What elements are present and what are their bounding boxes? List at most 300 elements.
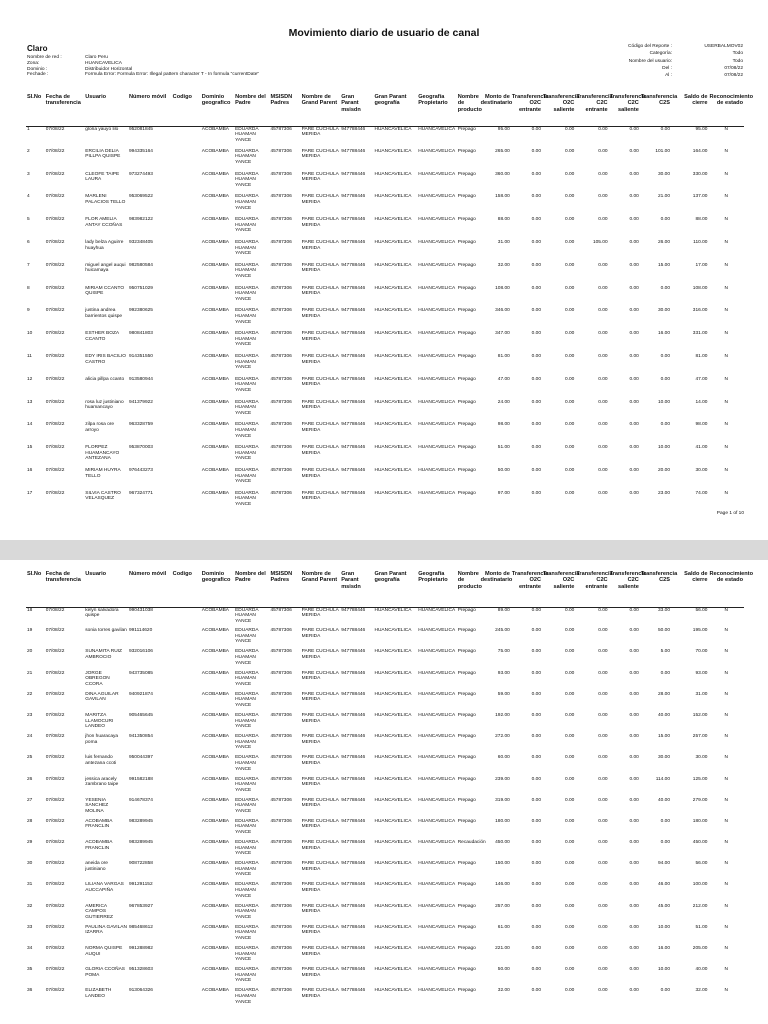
table-cell: HUANCAVELICA (418, 217, 456, 223)
table-cell: 07/08/22 (45, 422, 65, 428)
table-cell: 245.00 (495, 628, 510, 634)
table-cell: ACOBAMBA (201, 285, 229, 291)
table-cell: YESENIA SANCHEZ MOLINA (85, 797, 109, 814)
page-separator (0, 540, 768, 560)
table-cell: 0.00 (660, 376, 671, 382)
table-cell: HUANCAVELICA (374, 670, 412, 676)
table-cell: 07/08/22 (45, 670, 65, 676)
table-cell: HUANCAVELICA (374, 818, 412, 824)
table-cell: 07/08/22 (45, 967, 65, 973)
table-cell (172, 400, 201, 423)
table-cell: 137.00 (692, 194, 708, 200)
table-cell: HUANCAVELICA (418, 376, 456, 382)
table-cell: 0.00 (564, 946, 575, 951)
table-cell: 0.00 (564, 353, 575, 359)
table-cell: 23.00 (658, 490, 671, 496)
table-cell: HUANCAVELICA (374, 776, 412, 782)
table-cell: PARE CUCHULA MERIDA (301, 217, 339, 228)
table-cell: 07/08/22 (45, 840, 65, 846)
table-cell: EDUARDA HUAMAN YANCE (235, 882, 259, 899)
table-cell: 15.00 (658, 734, 671, 740)
table-cell: 07/08/22 (45, 882, 65, 888)
column-header: Nombre de producto (457, 571, 482, 590)
table-cell: 0.00 (629, 818, 639, 824)
table-cell: 0.00 (564, 467, 575, 473)
meta-left-row (27, 72, 259, 78)
table-cell: 07/08/22 (45, 217, 65, 223)
table-cell: 0.00 (531, 148, 542, 154)
table-cell: 0.00 (598, 217, 608, 223)
table-cell: HUANCAVELICA (418, 628, 456, 634)
table-cell: 947788446 (341, 376, 366, 382)
table-cell: 21.00 (658, 194, 671, 200)
table-cell: alicia pillpa ccanto (85, 376, 125, 382)
table-cell: HUANCAVELICA (418, 797, 456, 803)
table-cell: HUANCAVELICA (374, 262, 412, 268)
meta-right-value: 07/08/22 (724, 65, 743, 71)
table-row (26, 445, 744, 468)
table-cell: 108.00 (495, 285, 510, 291)
meta-right-label: Nombre del usuario: (628, 58, 672, 64)
table-cell: 45787306 (270, 988, 292, 994)
table-cell: 0.00 (629, 467, 639, 473)
table-row (26, 607, 744, 628)
table-cell: 61.00 (497, 924, 510, 930)
table-cell: 0.00 (531, 239, 542, 245)
table-cell (172, 217, 201, 240)
table-cell: 265.00 (495, 148, 510, 154)
table-cell: 0.00 (531, 734, 542, 740)
table-cell: 31.00 (497, 239, 510, 245)
table-cell: sonia torres gavilan (85, 628, 127, 634)
table-cell: 279.00 (692, 797, 708, 803)
table-cell: 947788446 (341, 399, 366, 405)
table-cell: ACOBAMBA (201, 946, 229, 951)
column-header: Usuario (85, 94, 107, 100)
table-row (26, 126, 744, 149)
table-cell: 0.00 (598, 148, 608, 154)
table-cell: 45787306 (270, 126, 292, 132)
column-header: Gran Parant geografía (374, 571, 407, 584)
table-cell: 973274493 (128, 171, 153, 177)
table-cell: 45787306 (270, 628, 292, 634)
table-cell: 0.00 (629, 445, 639, 451)
table-cell: PARE CUCHULA MERIDA (301, 712, 339, 724)
table-cell: 947788446 (341, 670, 366, 676)
table-cell: zilpa rosa ore arroyo (85, 422, 115, 433)
table-cell: 195.00 (692, 628, 708, 634)
column-header: Transferencia O2C saliente (543, 571, 580, 590)
table-cell: 947788446 (341, 734, 366, 740)
column-header: Transferencia C2C saliente (609, 94, 646, 113)
table-cell: Prepago (457, 467, 476, 473)
table-cell: 07/08/22 (45, 776, 65, 782)
table-cell: 10.00 (658, 967, 671, 973)
table-cell: PARE CUCHULA MERIDA (301, 903, 339, 915)
table-cell: 81.00 (497, 353, 510, 359)
table-cell: HUANCAVELICA (418, 285, 456, 291)
table-cell: 47.00 (497, 376, 510, 382)
table-cell: 0.00 (564, 399, 575, 405)
table-cell: HUANCAVELICA (374, 308, 412, 314)
table-cell: 07/08/22 (45, 988, 65, 994)
table-cell: HUANCAVELICA (374, 422, 412, 428)
table-cell (172, 734, 201, 755)
table-cell: 0.00 (598, 171, 608, 177)
table-cell: 07/08/22 (45, 946, 65, 951)
table-cell: SUNAMITA RUIZ AMBROCIO (85, 649, 122, 660)
table-cell: N (724, 946, 728, 951)
table-header-row (26, 571, 744, 607)
table-cell: HUANCAVELICA (374, 628, 412, 634)
table-cell: 0.00 (598, 445, 608, 451)
table-cell (172, 819, 201, 840)
table-cell: ACOBAMBA (201, 840, 229, 846)
table-cell: 21 (27, 670, 33, 676)
column-header: Nombre del Padre (235, 571, 266, 584)
table-cell: 18 (27, 607, 33, 613)
table-cell: EDUARDA HUAMAN YANCE (235, 628, 259, 645)
meta-right-row (560, 58, 743, 65)
table-cell: HUANCAVELICA (418, 924, 456, 930)
table-cell: luis fernando antezana ccoti (85, 755, 117, 766)
table-cell (172, 194, 201, 217)
meta-left-value: HUANCAVELICA (85, 60, 122, 66)
table-cell: 0.00 (629, 331, 639, 337)
table-cell: PARE CUCHULA MERIDA (301, 924, 339, 936)
table-cell: 0.00 (598, 818, 608, 824)
table-cell: MIRIAM HUYRA TELLO (85, 467, 121, 479)
table-cell: 947788446 (341, 126, 366, 132)
table-cell: 0.00 (564, 490, 575, 496)
table-cell: 913064326 (128, 988, 153, 994)
table-cell: EDUARDA HUAMAN YANCE (235, 861, 259, 878)
table-cell: HUANCAVELICA (418, 399, 456, 405)
table-cell: 89.00 (497, 607, 510, 613)
table-cell: 947788446 (341, 903, 366, 909)
table-cell: 947788446 (341, 967, 366, 973)
table-cell: 0.00 (564, 712, 575, 718)
table-cell: 947788446 (341, 649, 366, 655)
table-cell: 0.00 (598, 331, 608, 337)
table-cell: 947788446 (341, 946, 366, 951)
table-cell: 0.00 (629, 861, 639, 867)
table-cell: Prepago (457, 194, 476, 200)
table-cell: 0.00 (598, 776, 608, 782)
table-cell (172, 988, 201, 1009)
table-cell: 07/08/22 (45, 467, 65, 473)
brand-name: Claro (27, 44, 48, 53)
table-cell: 0.00 (564, 331, 575, 337)
table-cell: HUANCAVELICA (418, 445, 456, 451)
table-cell: DINA AGUILAR GAVILAN (85, 691, 119, 703)
table-cell: ACOBAMBA (201, 353, 229, 359)
report-title: Movimiento diario de usuario de canal (288, 27, 480, 39)
table-cell: 07/08/22 (45, 903, 65, 909)
table-cell: 990431038 (128, 607, 153, 613)
table-cell (172, 286, 201, 309)
table-cell: 30 (27, 861, 33, 867)
table-cell: 0.00 (629, 755, 639, 761)
table-cell: 991291152 (128, 882, 153, 888)
table-cell: 41.00 (695, 445, 708, 451)
table-cell: EDUARDA HUAMAN YANCE (235, 353, 259, 371)
table-cell: Prepago (457, 670, 476, 676)
table-cell: aneida ore justiniano (85, 861, 108, 872)
table-cell: 70.00 (695, 649, 708, 655)
table-cell: N (724, 670, 728, 676)
table-cell: 932016106 (128, 649, 153, 655)
table-cell: 319.00 (495, 797, 510, 803)
column-header: Gran Parant msisdn (341, 94, 361, 113)
table-cell (172, 798, 201, 819)
table-cell: 908722858 (128, 861, 153, 867)
table-cell: PARE CUCHULA MERIDA (301, 776, 339, 788)
table-cell: 0.00 (531, 903, 542, 909)
table-row (26, 882, 744, 903)
table-cell: 0.00 (598, 262, 608, 268)
table-cell: PARE CUCHULA MERIDA (301, 148, 339, 160)
table-cell: 947788446 (341, 861, 366, 867)
table-cell: 108.00 (692, 285, 708, 291)
table-cell: 32 (27, 903, 33, 909)
column-header: SI.No (27, 571, 42, 577)
column-header: Transferencia O2C saliente (543, 94, 580, 113)
table-cell: 947788446 (341, 776, 366, 782)
table-cell: N (724, 262, 728, 268)
table-cell: NORMA QUISPE AUQUI (85, 946, 123, 957)
table-cell: 31.00 (695, 691, 708, 697)
column-header: Saldo de cierre (684, 94, 708, 107)
table-cell: 0.00 (629, 967, 639, 973)
table-cell: 07/08/22 (45, 691, 65, 697)
table-cell: PARE CUCHULA MERIDA (301, 171, 339, 183)
table-cell: HUANCAVELICA (374, 649, 412, 655)
table-cell: 0.00 (629, 628, 639, 634)
table-cell: 0.00 (531, 861, 542, 867)
table-cell: 45787306 (270, 882, 292, 888)
table-cell: 0.00 (564, 882, 575, 888)
table-cell: 16.00 (658, 946, 671, 951)
table-cell: Prepago (457, 262, 476, 268)
table-cell: jhon huaracaya poma (85, 734, 119, 745)
table-cell: 07/08/22 (45, 924, 65, 930)
table-cell: 316.00 (692, 308, 708, 314)
table-cell: 0.00 (564, 734, 575, 740)
table-cell: 0.00 (564, 376, 575, 382)
table-cell: LILIANA VARGAS AUCCAPIÑA (85, 882, 124, 894)
table-cell: HUANCAVELICA (418, 194, 456, 200)
table-row (26, 840, 744, 861)
table-cell (172, 172, 201, 195)
table-cell: N (724, 376, 728, 382)
table-row (26, 172, 744, 195)
table-cell: 45787306 (270, 262, 292, 268)
table-cell (172, 671, 201, 692)
table-cell: N (724, 649, 728, 655)
table-cell: 20 (27, 649, 33, 655)
column-header: Nombre de Grand Parent (301, 94, 338, 107)
table-cell (172, 607, 201, 628)
table-cell: 0.00 (629, 649, 639, 655)
table-cell: HUANCAVELICA (418, 353, 456, 359)
table-cell: 51.00 (497, 445, 510, 451)
table-cell: 0.00 (531, 171, 542, 177)
table-cell: 23 (27, 712, 33, 718)
table-cell: 0.00 (531, 691, 542, 697)
table-cell: HUANCAVELICA (418, 776, 456, 782)
column-header: Transferencia C2S (640, 571, 678, 584)
table-cell (172, 713, 201, 734)
table-cell: 40.00 (695, 967, 708, 973)
table-cell (172, 126, 201, 149)
table-cell: N (724, 882, 728, 888)
table-cell: PARE CUCHULA MERIDA (301, 490, 339, 502)
table-cell: 947788446 (341, 194, 366, 200)
column-header: Monto de destinatario (480, 571, 513, 584)
movements-table-page-1 (26, 94, 753, 514)
meta-left-value: Formula Error: Formula Error: Illegal pattern character T - In formula "currentDate" (85, 72, 260, 78)
table-cell: ACOBAMBA FRANCLIN (85, 840, 113, 851)
table-cell: EDUARDA HUAMAN YANCE (235, 734, 259, 751)
table-cell: HUANCAVELICA (418, 490, 456, 496)
table-cell: 45787306 (270, 194, 292, 200)
table-cell: N (724, 422, 728, 428)
table-cell: 45787306 (270, 445, 292, 451)
table-cell: HUANCAVELICA (418, 148, 456, 154)
table-cell: 0.00 (564, 262, 575, 268)
table-row (26, 904, 744, 925)
table-cell: 56.00 (695, 607, 708, 613)
table-cell: EDUARDA HUAMAN YANCE (235, 399, 259, 416)
table-cell: kelyn salvadora quispe (85, 607, 119, 619)
table-cell: FLOR AMELIA ANTAY CCOÑAS (85, 217, 123, 228)
table-cell: PARE CUCHULA MERIDA (301, 607, 339, 619)
table-cell (172, 377, 201, 400)
table-cell: 10.00 (658, 445, 671, 451)
table-cell: 985468612 (128, 924, 153, 930)
table-cell: 07/08/22 (45, 126, 65, 132)
table-cell: 0.00 (598, 490, 608, 496)
table-cell: Prepago (457, 988, 476, 994)
table-cell: PAULINA GAVILAN IZARRA (85, 924, 127, 936)
table-cell: N (724, 776, 728, 782)
table-cell: 0.00 (564, 239, 575, 245)
table-cell: EDUARDA HUAMAN YANCE (235, 239, 259, 257)
movements-table-page-2 (26, 571, 753, 1010)
table-cell: EDUARDA HUAMAN YANCE (235, 331, 259, 348)
table-cell: 952081845 (128, 126, 153, 132)
table-cell: 20.00 (658, 467, 671, 473)
table-cell: 28.00 (658, 691, 671, 697)
table-cell: N (724, 967, 728, 973)
table-cell: PARE CUCHULA MERIDA (301, 882, 339, 894)
table-cell: ACOBAMBA (201, 882, 229, 888)
table-cell: 0.00 (531, 840, 542, 846)
table-cell (172, 263, 201, 286)
table-row (26, 422, 744, 445)
table-cell: 0.00 (660, 840, 671, 846)
table-cell: HUANCAVELICA (418, 818, 456, 824)
table-cell: 97.00 (497, 490, 510, 496)
table-cell: HUANCAVELICA (418, 882, 456, 888)
meta-right-label: Categoría: (649, 51, 672, 57)
table-cell: 950751029 (128, 285, 153, 291)
column-header: Geografía Propietario (418, 571, 448, 584)
table-cell: 0.00 (564, 308, 575, 314)
table-cell: 0.00 (564, 861, 575, 867)
table-cell: HUANCAVELICA (418, 988, 456, 994)
table-cell: 947788446 (341, 691, 366, 697)
table-cell: Prepago (457, 126, 476, 132)
table-cell: 158.00 (495, 194, 510, 200)
column-header: Transferencia C2C entrante (576, 571, 613, 590)
table-cell: 101.00 (655, 148, 671, 154)
table-row (26, 354, 744, 377)
table-row (26, 263, 744, 286)
table-cell: ACOBAMBA (201, 126, 229, 132)
table-cell (172, 967, 201, 988)
table-cell: ACOBAMBA (201, 490, 229, 496)
table-cell: FLORPEZ HUAMANCAYO ANTEZANA (85, 445, 120, 462)
table-cell: 0.00 (598, 882, 608, 888)
table-cell: HUANCAVELICA (374, 331, 412, 337)
table-row (26, 755, 744, 776)
table-cell: 0.00 (564, 445, 575, 451)
table-cell: HUANCAVELICA (418, 607, 456, 613)
table-cell: HUANCAVELICA (418, 262, 456, 268)
table-cell: EDUARDA HUAMAN YANCE (235, 285, 259, 302)
table-cell: Prepago (457, 903, 476, 909)
report-meta-right (560, 43, 743, 79)
table-cell: 30.00 (658, 755, 671, 761)
table-cell: HUANCAVELICA (418, 126, 456, 132)
table-cell: 192.00 (495, 712, 510, 718)
table-cell: ACOBAMBA (201, 445, 229, 451)
table-cell: 0.00 (564, 840, 575, 846)
column-header: Número móvil (128, 94, 167, 100)
table-cell: HUANCAVELICA (374, 445, 412, 451)
table-cell: ACOBAMBA (201, 797, 229, 803)
table-cell: 257.00 (495, 903, 510, 909)
table-cell: 47.00 (695, 376, 708, 382)
table-cell: N (724, 308, 728, 314)
table-cell: 50.00 (497, 967, 510, 973)
column-header: Gran Parant geografía (374, 94, 407, 107)
table-cell: PARE CUCHULA MERIDA (301, 467, 339, 479)
table-cell: 0.00 (598, 924, 608, 930)
table-cell: 0.00 (660, 217, 671, 223)
table-cell: Prepago (457, 331, 476, 337)
table-cell: 5.00 (660, 649, 671, 655)
table-row (26, 377, 744, 400)
table-cell: 205.00 (692, 946, 708, 951)
table-cell: 0.00 (564, 967, 575, 973)
table-cell: 30.00 (695, 467, 708, 473)
table-cell: 953069522 (128, 194, 153, 200)
table-cell: HUANCAVELICA (374, 148, 412, 154)
table-row (26, 331, 744, 354)
table-cell: 0.00 (598, 712, 608, 718)
table-cell: ELIZABETH LANDEO (85, 988, 112, 999)
table-cell: 0.00 (564, 903, 575, 909)
table-cell (172, 354, 201, 377)
table-cell: ACOBAMBA (201, 755, 229, 761)
table-cell: 74.00 (695, 490, 708, 496)
table-cell: 0.00 (629, 670, 639, 676)
table-cell: jessica aracely zambrano taipe (85, 776, 119, 788)
table-cell: 15.00 (658, 262, 671, 268)
